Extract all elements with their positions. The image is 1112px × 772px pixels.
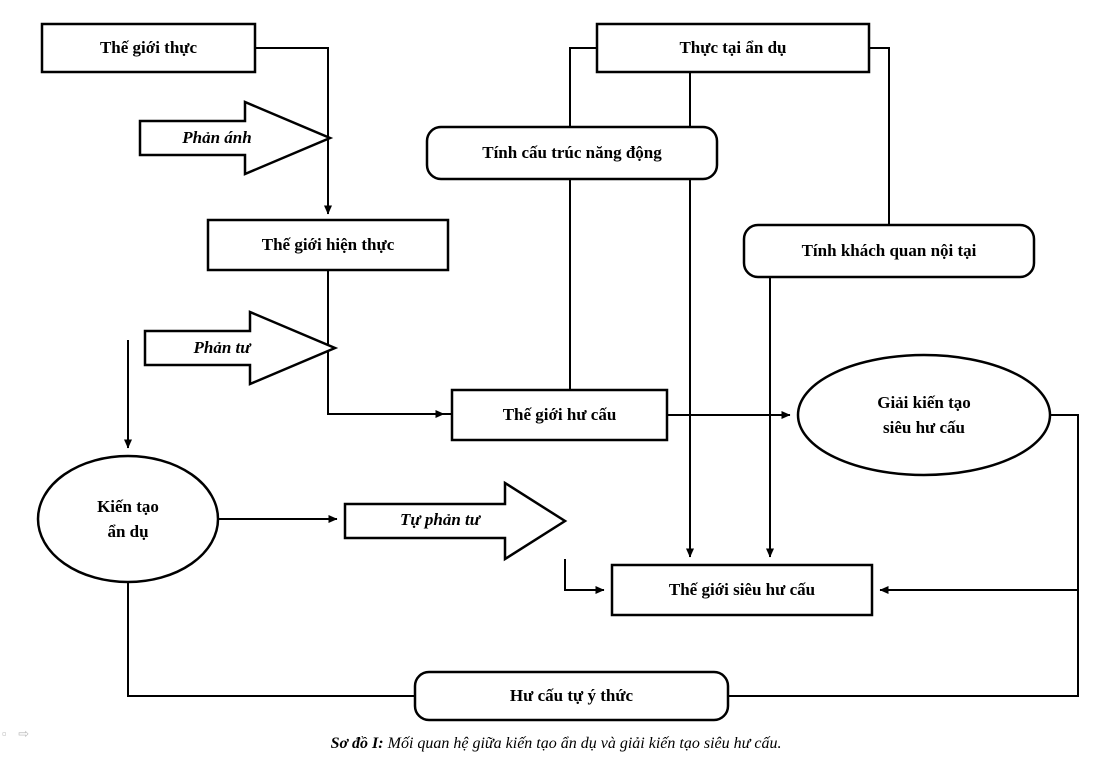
connector-thuctai-to-hucau xyxy=(444,48,597,414)
caption-prefix: Sơ đồ I: xyxy=(330,735,384,752)
node-label: Thế giới siêu hư cấu xyxy=(668,579,816,599)
block-arrow-phan-tu xyxy=(145,312,335,384)
node-the-gioi-sieu-hu-cau[interactable] xyxy=(612,565,872,615)
node-label: Thế giới hư cấu xyxy=(502,404,617,424)
node-label: Tính khách quan nội tại xyxy=(801,240,977,260)
node-hu-cau-tu-y-thuc[interactable] xyxy=(415,672,728,720)
block-arrow-label: Tự phản tư xyxy=(400,509,480,529)
node-the-gioi-thuc[interactable] xyxy=(42,24,255,72)
node-giai-kien-tao-sieu-hu-cau[interactable] xyxy=(798,355,1050,475)
connector-thuctai-to-khachquan xyxy=(869,48,1034,251)
figure-caption xyxy=(0,735,1112,753)
block-arrow-label: Phản ánh xyxy=(182,127,252,147)
node-tinh-cau-truc-nang-dong[interactable] xyxy=(427,127,717,179)
connector-tuphantu-to-sieuhucau xyxy=(565,559,604,590)
node-label-line2: ẩn dụ xyxy=(107,521,149,541)
node-label: Thế giới hiện thực xyxy=(261,234,395,254)
node-tinh-khach-quan-noi-tai[interactable] xyxy=(744,225,1034,277)
node-label-line1: Kiến tạo xyxy=(97,496,159,516)
node-label: Tính cấu trúc năng động xyxy=(482,142,662,162)
node-thuc-tai-an-du[interactable] xyxy=(597,24,869,72)
node-kien-tao-an-du[interactable] xyxy=(38,456,218,582)
corner-marks: ▫ ⇨ xyxy=(2,726,34,741)
node-the-gioi-hu-cau[interactable] xyxy=(452,390,667,440)
node-label: Thực tại ẩn dụ xyxy=(679,37,787,57)
block-arrow-label: Phản tư xyxy=(193,337,251,357)
node-label: Hư cấu tự ý thức xyxy=(509,685,634,705)
node-label-line2: siêu hư cấu xyxy=(883,417,965,437)
block-arrow-tu-phan-tu xyxy=(345,483,565,559)
node-label-line1: Giải kiến tạo xyxy=(877,392,971,412)
connector-hucautuythuc-to-kientao xyxy=(128,582,415,696)
block-arrow-phan-anh xyxy=(140,102,330,174)
node-label: Thế giới thực xyxy=(99,37,198,57)
node-the-gioi-hien-thuc[interactable] xyxy=(208,220,448,270)
caption-text: Mối quan hệ giữa kiến tạo ẩn dụ và giải kiến tạo siêu hư cấu. xyxy=(383,735,782,752)
connector-hienthuc-to-hucau xyxy=(328,270,444,414)
